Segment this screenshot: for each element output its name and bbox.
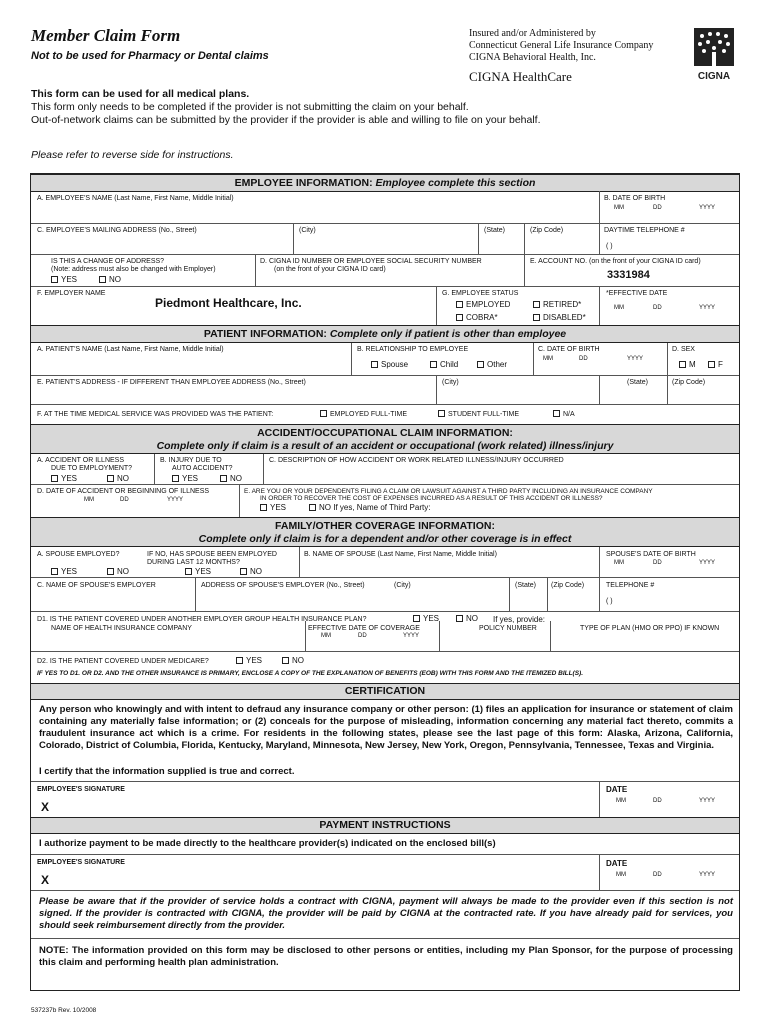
family-section-header: FAMILY/OTHER COVERAGE INFORMATION: Complete only if claim is for a dependent and/or other coverage is in effect	[31, 517, 739, 547]
sex-f[interactable]: F	[708, 360, 723, 369]
form-number: 537237b Rev. 10/2008	[31, 1007, 97, 1014]
patient-na[interactable]: N/A	[553, 409, 575, 418]
intro-line-1: This form can be used for all medical plans.	[31, 88, 250, 100]
employee-dob-label: B. DATE OF BIRTH	[604, 195, 666, 202]
certification-header: CERTIFICATION	[31, 683, 739, 700]
medicare-yes[interactable]: YES	[236, 656, 262, 665]
employment-related-yes[interactable]: YES	[51, 474, 77, 483]
third-party-no[interactable]: NO If yes, Name of Third Party:	[309, 503, 430, 512]
insurer-info	[469, 28, 653, 64]
other-plan-no[interactable]: NO	[456, 614, 478, 623]
form-subtitle: Not to be used for Pharmacy or Dental claims	[31, 50, 269, 62]
employee-address-label: C. EMPLOYEE'S MAILING ADDRESS (No., Street)	[37, 227, 197, 234]
relationship-child[interactable]: Child	[430, 360, 458, 369]
logo-text: CIGNA	[697, 71, 731, 82]
employee-section-header: EMPLOYEE INFORMATION: Employee complete this section	[31, 174, 739, 192]
accident-section-header: ACCIDENT/OCCUPATIONAL CLAIM INFORMATION: Complete only if claim is a result of an accident or occupational (work related) illness/injury	[31, 424, 739, 454]
spouse-employed-yes[interactable]: YES	[51, 567, 77, 576]
certify-statement: I certify that the information supplied is true and correct.	[39, 766, 295, 777]
address-change-yes[interactable]: YES	[51, 275, 77, 284]
account-number-value: 3331984	[607, 269, 650, 281]
patient-section-header: PATIENT INFORMATION: Complete only if patient is other than employee	[31, 325, 739, 343]
brand-name: CIGNA HealthCare	[469, 69, 572, 84]
auto-accident-no[interactable]: NO	[220, 474, 242, 483]
intro-text	[31, 88, 541, 127]
other-plan-yes[interactable]: YES	[413, 614, 439, 623]
provider-contract-notice: Please be aware that if the provider of service holds a contract with CIGNA, payment will always be made to the provider even if this section is not signed. If the provider is contracted with CIGNA, the provider will be paid by CIGNA at the contracted rate. If you have already paid for services, you should seek reimbursement directly from the provider.	[39, 896, 733, 931]
relationship-spouse[interactable]: Spouse	[371, 360, 408, 369]
insurer-line-3: CIGNA Behavioral Health, Inc.	[469, 52, 596, 63]
intro-line-2: This form only needs to be completed if the provider is not submitting the claim on your behalf.	[31, 101, 469, 113]
disclosure-note: NOTE: The information provided on this form may be disclosed to other persons or entities, including my Plan Sponsor, for the purpose of processing this claim and performing health plan administration.	[39, 945, 733, 968]
daytime-phone-label: DAYTIME TELEPHONE #	[604, 227, 685, 234]
certification-text: Any person who knowingly and with intent to defraud any insurance company or other person: (1) files an application for insurance or statement of claim containing any materially false information; or (2) conceals for the purpose of misleading, information concerning any material fact thereto, commits a fraudulent insurance act which is a crime. For residents in the following states, please see the last page of this form: Alaska, Arizona, California, Colorado, District of Columbia, Florida, Kentucky, Maryland, Minnesota, New Jersey, New York, Oregon, Pennsylvania, Tennessee, Texas and Virginia.	[39, 704, 733, 751]
payment-header: PAYMENT INSTRUCTIONS	[31, 817, 739, 834]
status-retired[interactable]: RETIRED*	[533, 300, 581, 309]
status-cobra[interactable]: COBRA*	[456, 313, 498, 322]
employee-name-label: A. EMPLOYEE'S NAME (Last Name, First Name, Middle Initial)	[37, 195, 234, 202]
third-party-yes[interactable]: YES	[260, 503, 286, 512]
medicare-no[interactable]: NO	[282, 656, 304, 665]
relationship-other[interactable]: Other	[477, 360, 507, 369]
sex-m[interactable]: M	[679, 360, 696, 369]
insurer-line-2: Connecticut General Life Insurance Company	[469, 40, 654, 51]
form-title: Member Claim Form	[31, 26, 181, 45]
employment-related-no[interactable]: NO	[107, 474, 129, 483]
status-employed[interactable]: EMPLOYED	[456, 300, 510, 309]
claim-form: EMPLOYEE INFORMATION: Employee complete this section A. EMPLOYEE'S NAME (Last Name, First Name, Middle Initial) B. DATE OF BIRTH MM DD YYYY C. EMPLOYEE'S MAILING ADDRESS (No., Street) (City) (State) (Zip Code) DAYTIME TELEPHONE # ( ) IS THIS A CHANGE OF ADDRESS? (Note: address must also be changed with Employer) YES NO D. CIGNA ID NUMBER OR EMPLOYEE SOCIAL SECURITY NUMBER (on the front of your CIGNA ID card) E. ACCOUNT NO. (on the front of your CIGNA ID card) 3331984 F. EMPLOYER NAME Piedmont Healthcare, Inc. G. EMPLOYEE STATUS EMPLOYED RETIRED* COBRA* DISABLED* *EFFECTIVE DATE MM DD YYYY PATIENT INFORMATION: Complete only if patient is other than employee A. PATIENT'S NAME (Last Name, First Name, Middle Initial) B. RELATIONSHIP TO EMPLOYEE Spouse Child Other C. DATE OF BIRTH MM DD YYYY D. SEX M F E. PATIENT'S ADDRESS - IF DIFFERENT THAN EMPLOYEE ADDRESS (No., Street) (City) (State) (Zip Code) F. AT THE TIME MEDICAL SERVICE WAS PROVIDED WAS THE PATIENT: EMPLOYED FULL-TIME STUDENT FULL-TIME N/A ACCIDENT/OCCUPATIONAL CLAIM INFORMATION: Complete only if claim is a result of an accident or occupational (work related) illness/injury A. ACCIDENT OR ILLNESS DUE TO EMPLOYMENT? YES NO B. INJURY DUE TO AUTO ACCIDENT? YES NO C. DESCRIPTION OF HOW ACCIDENT OR WORK RELATED ILLNESS/INJURY OCCURRED D. DATE OF ACCIDENT OR BEGINNING OF ILLNESS MM DD YYYY E. ARE YOU OR YOUR DEPENDENTS FILING A CLAIM OR LAWSUIT AGAINST A THIRD PARTY INCLUDING AN INSURANCE COMPANY IN ORDER TO RECOVER THE COST OF EXPENSES INCURRED AS A RESULT OF THIS ACCIDENT OR ILLNESS? YES NO If yes, Name of Third Party: FAMILY/OTHER COVERAGE INFORMATION: Complete only if claim is for a dependent and/or other coverage is in effect A. SPOUSE EMPLOYED? YES NO IF NO, HAS SPOUSE BEEN EMPLOYED DURING LAST 12 MONTHS? YES NO B. NAME OF SPOUSE (Last Name, First Name, Middle Initial) SPOUSE'S DATE OF BIRTH MM DD YYYY C. NAME OF SPOUSE'S EMPLOYER ADDRESS OF SPOUSE'S EMPLOYER (No., Street) (City) (State) (Zip Code) TELEPHONE # ( ) D1. IS THE PATIENT COVERED UNDER ANOTHER EMPLOYER GROUP HEALTH INSURANCE PLAN? YES NO If yes, provide: NAME OF HEALTH INSURANCE COMPANY EFFECTIVE DATE OF COVERAGE MM DD YYYY POLICY NUMBER TYPE OF PLAN (HMO OR PPO) IF KNOWN D2. IS THE PATIENT COVERED UNDER MEDICARE? YES NO IF YES TO D1. OR D2. AND THE OTHER INSURANCE IS PRIMARY, ENCLOSE A COPY OF THE EXPLANATION OF BENEFITS (EOB) WITH THIS FORM AND THE ITEMIZED BILL(S). CERTIFICATION Any person who knowingly and with intent to defraud any insurance company or other person: (1) files an application for insurance or statement of claim containing any materially false information; or (2) conceals for the purpose of misleading, information concerning any material fact thereto, commits a fraudulent insurance act which is a crime. For residents in the following states, please see the last page of this form: Alaska, Arizona, California, Colorado, District of Columbia, Florida, Kentucky, Maryland, Minnesota, New Jersey, New York, Oregon, Pennsylvania, Tennessee, Texas and Virginia. I certify that the information supplied is true and correct. EMPLOYEE'S SIGNATURE X DATE MM DD YYYY PAYMENT INSTRUCTIONS I authorize payment to be made directly to the healthcare provider(s) indicated on the enclosed bill(s) EMPLOYEE'S SIGNATURE X DATE MM DD YYYY Please be aware that if the provider of service holds a contract with CIGNA, payment will always be made to the provider even if this section is not signed. If the provider is contracted with CIGNA, the provider will be paid by CIGNA at the contracted rate. If you have already paid for services, you should seek reimbursement directly from the provider. NOTE: The information provided on this form may be disclosed to other persons or entities, including my Plan Sponsor, for the purpose of processing this claim and performing health plan administration.	[30, 173, 740, 991]
eob-note: IF YES TO D1. OR D2. AND THE OTHER INSURANCE IS PRIMARY, ENCLOSE A COPY OF THE EXPLANATION OF BENEFITS (EOB) WITH THIS FORM AND THE ITEMIZED BILL(S).	[37, 670, 584, 677]
spouse-12mo-no[interactable]: NO	[240, 567, 262, 576]
address-change-no[interactable]: NO	[99, 275, 121, 284]
patient-employed-fulltime[interactable]: EMPLOYED FULL-TIME	[320, 409, 407, 418]
refer-instructions: Please refer to reverse side for instructions.	[31, 149, 234, 161]
employer-name-value: Piedmont Healthcare, Inc.	[155, 296, 302, 310]
patient-student-fulltime[interactable]: STUDENT FULL-TIME	[438, 409, 519, 418]
spouse-12mo-yes[interactable]: YES	[185, 567, 211, 576]
intro-line-3: Out-of-network claims can be submitted by the provider if the provider is able and willing to file on your behalf.	[31, 114, 541, 126]
status-disabled[interactable]: DISABLED*	[533, 313, 586, 322]
insurer-line-1: Insured and/or Administered by	[469, 28, 596, 39]
cigna-tree-logo	[690, 26, 738, 82]
auto-accident-yes[interactable]: YES	[172, 474, 198, 483]
spouse-employed-no[interactable]: NO	[107, 567, 129, 576]
authorize-statement: I authorize payment to be made directly to the healthcare provider(s) indicated on the enclosed bill(s)	[39, 838, 496, 849]
